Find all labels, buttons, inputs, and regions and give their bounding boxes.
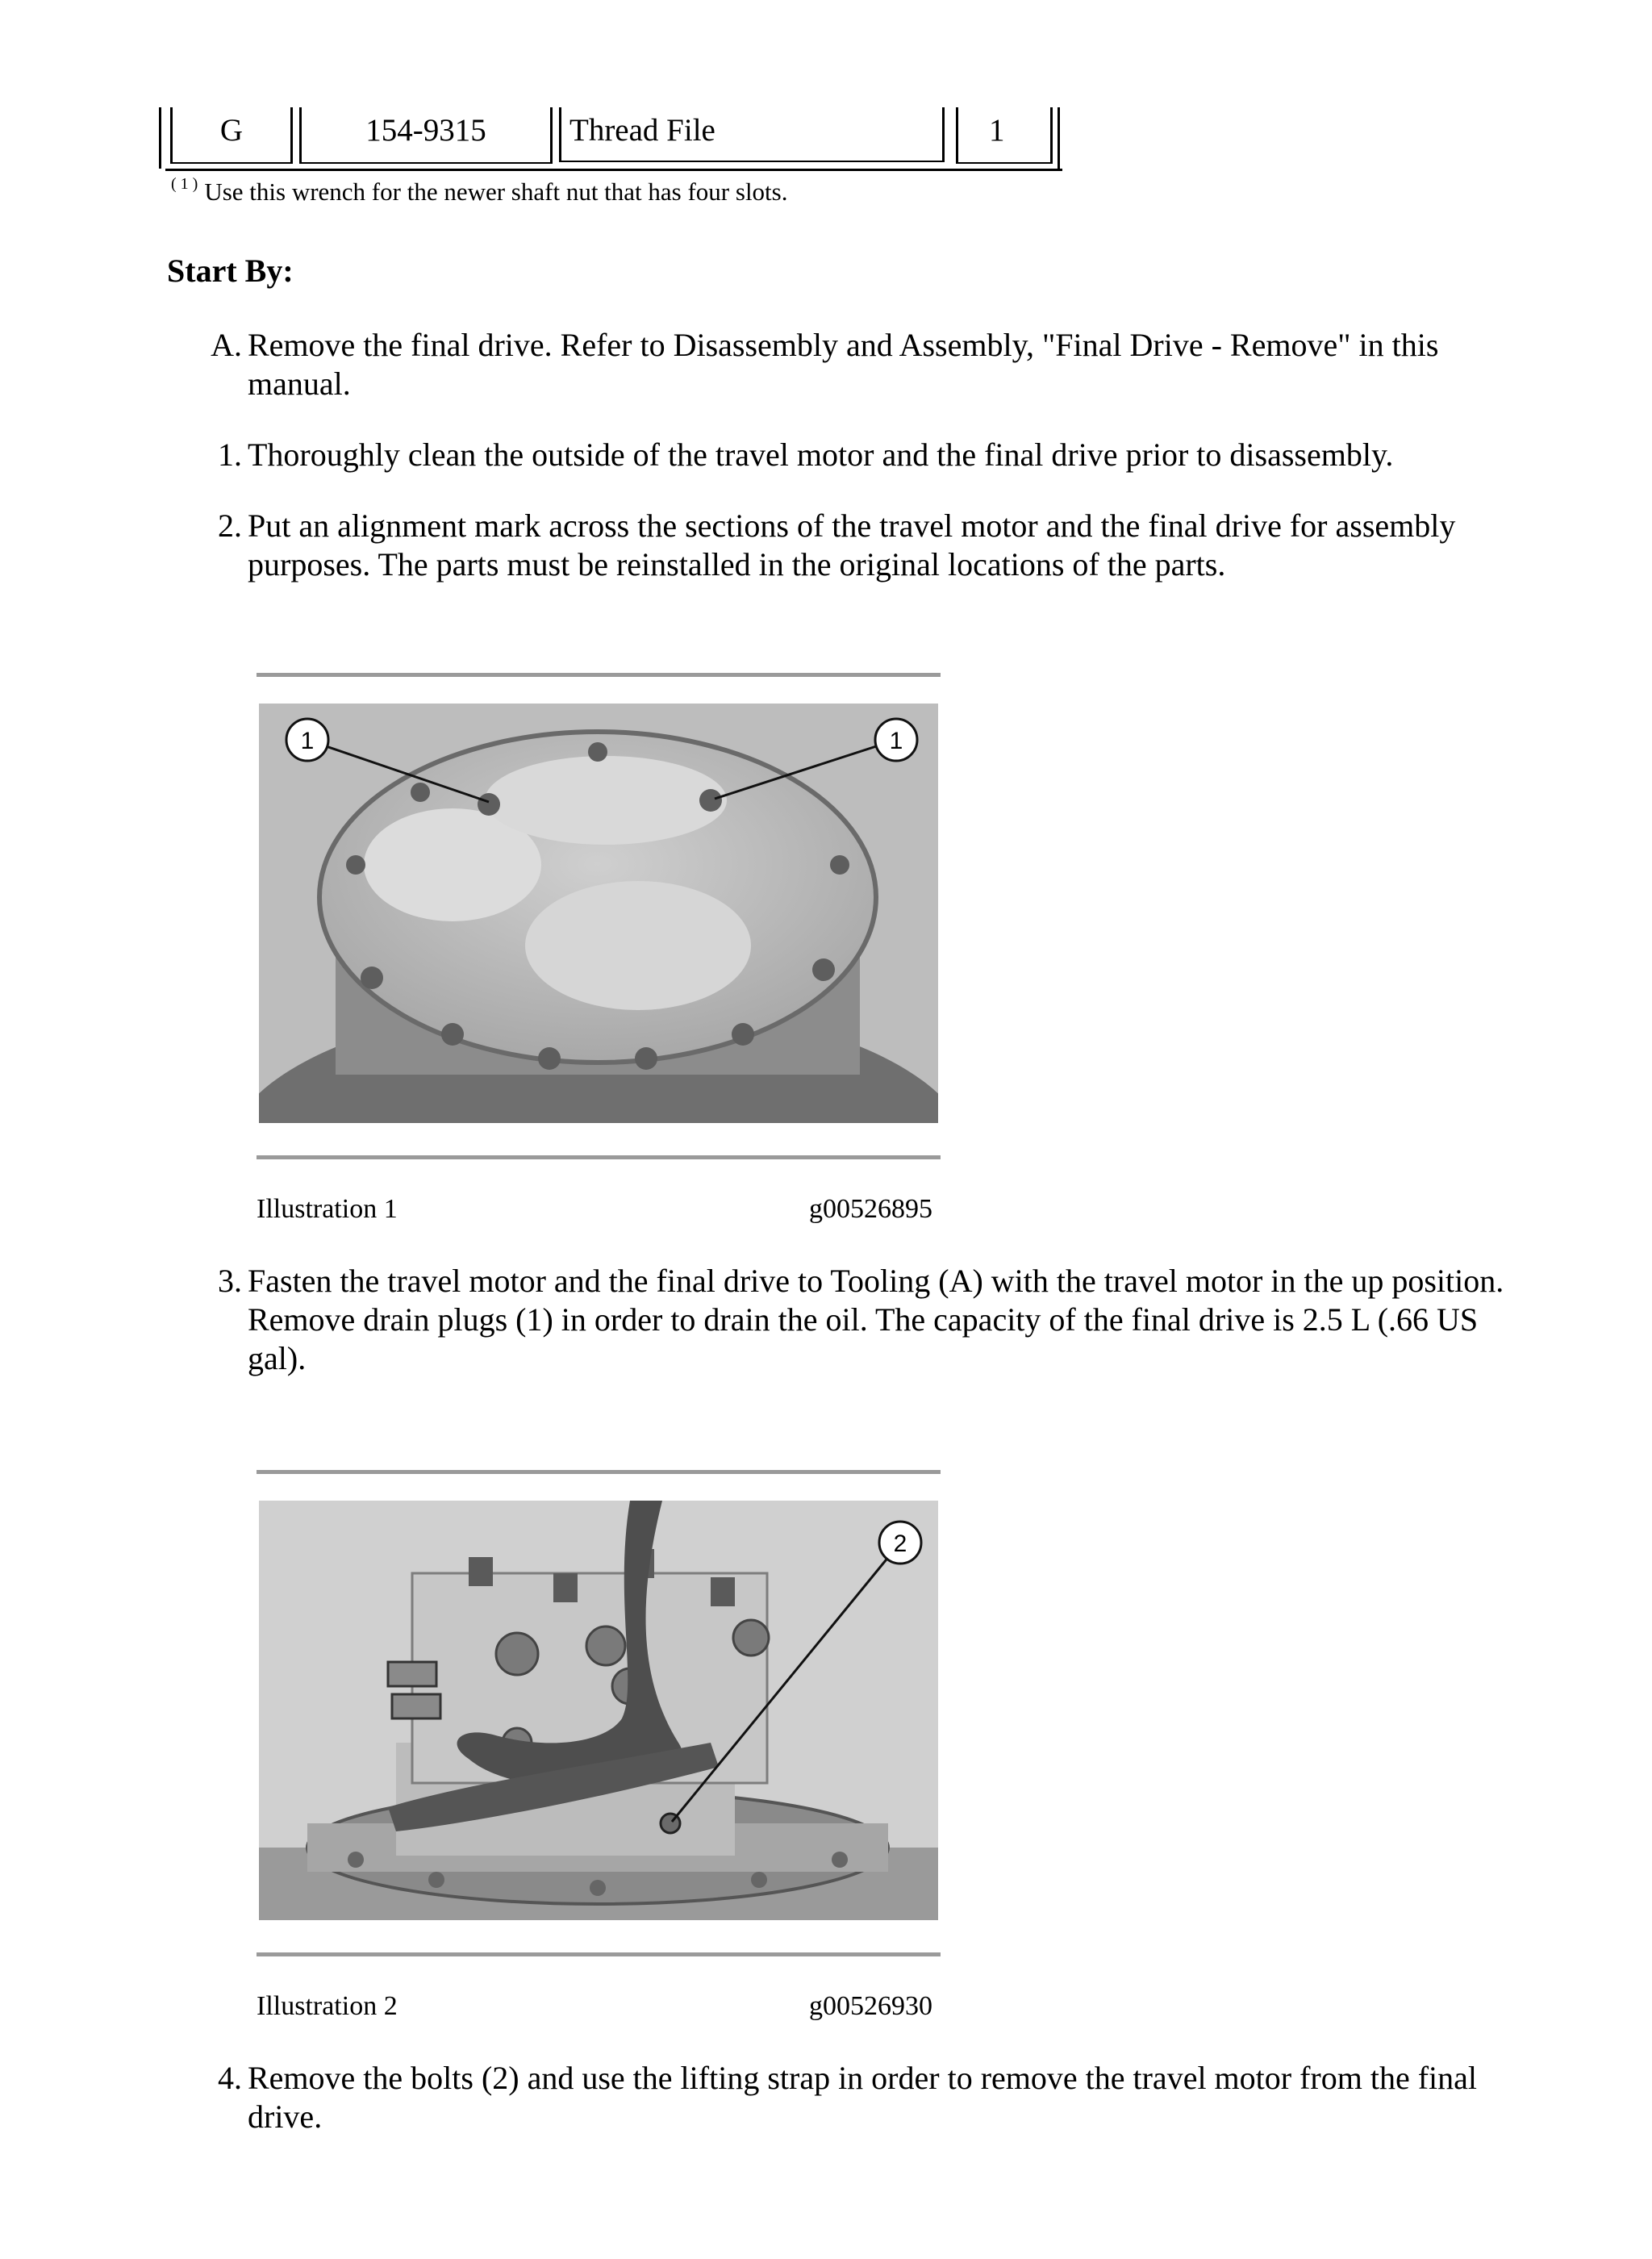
callout-1-right: 1: [889, 728, 903, 754]
footnote-text: Use this wrench for the newer shaft nut that has four slots.: [204, 177, 788, 206]
item-marker: A.: [211, 327, 242, 363]
part-description-cell: [559, 107, 945, 162]
qty-cell: [956, 107, 1053, 164]
illustration-2-photo: [259, 1501, 938, 1920]
illustration-1-photo: [259, 704, 938, 1123]
step-text: Fasten the travel motor and the final drive to Tooling (A) with the travel motor in the up position. Remove drain plugs (1) in order to drain the oil. The capacity of the final drive is 2.5 L (.66 US gal).: [248, 1263, 1504, 1376]
qty: 1: [989, 113, 1005, 148]
callout-1-left: 1: [300, 728, 315, 754]
footnote: [171, 175, 788, 207]
step-text: Thoroughly clean the outside of the travel motor and the final drive prior to disassembly.: [248, 436, 1394, 473]
illustration-2-caption: Illustration 2: [257, 1991, 398, 2021]
footnote-marker: ( 1 ): [171, 175, 198, 193]
step-text: Put an alignment mark across the sections of the travel motor and the final drive for assembly purposes. The parts must be reinstalled in the original locations of the parts.: [248, 507, 1456, 582]
step-number: 1.: [218, 436, 242, 473]
part-number: 154-9315: [365, 113, 486, 148]
part-description: Thread File: [569, 113, 715, 148]
step-text: Remove the bolts (2) and use the lifting strap in order to remove the travel motor from the final drive.: [248, 2060, 1478, 2135]
illustration-1-id: g00526895: [809, 1194, 932, 1224]
table-border-right: [1058, 107, 1060, 169]
part-number-cell: [299, 107, 553, 164]
table-border-left: [159, 107, 161, 169]
item-text: Remove the final drive. Refer to Disassembly and Assembly, "Final Drive - Remove" in this manual.: [248, 327, 1439, 402]
final-drive-top-image: [259, 704, 938, 1123]
step-number: 3.: [218, 1263, 242, 1299]
callout-2: 2: [893, 1530, 907, 1557]
illustration-1-caption: Illustration 1: [257, 1194, 398, 1224]
tool-cell: [170, 107, 293, 164]
tooling-table-row: [165, 107, 1062, 171]
illustration-2-id: g00526930: [809, 1991, 932, 2021]
travel-motor-image: [259, 1501, 938, 1920]
illustration-bottom-rule: [257, 1155, 941, 1159]
step-number: 2.: [218, 507, 242, 544]
step-number: 4.: [218, 2060, 242, 2096]
start-by-heading: Start By:: [167, 253, 294, 289]
illustration-bottom-rule: [257, 1952, 941, 1956]
tool-letter: G: [219, 113, 244, 148]
illustration-top-rule: [257, 673, 941, 677]
illustration-top-rule: [257, 1470, 941, 1474]
